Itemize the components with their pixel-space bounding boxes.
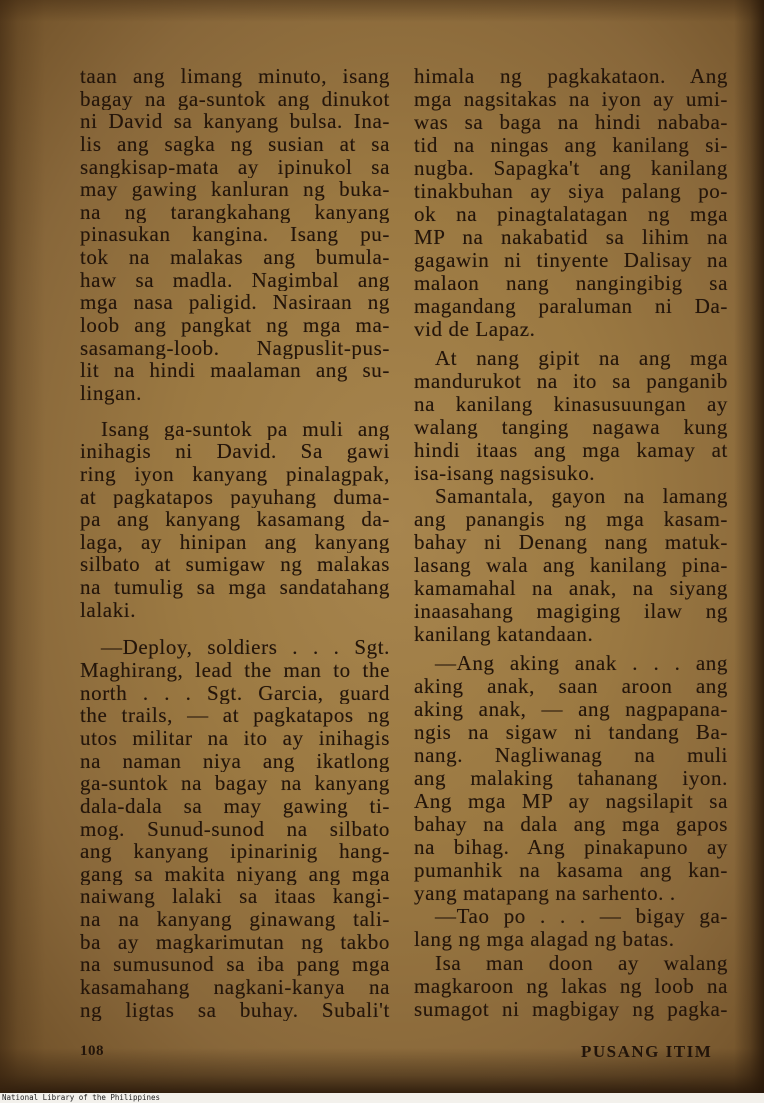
paragraph <box>414 905 728 951</box>
text-line: ang panangis ng mga kasam- <box>414 508 728 531</box>
text-line: na na kanyang ginawang tali- <box>80 908 390 931</box>
right-column <box>414 65 728 1021</box>
text-line: inihagis ni David. Sa gawi <box>80 440 390 463</box>
text-line: haw sa madla. Nagimbal ang <box>80 268 390 292</box>
text-line: ga-suntok na bagay na kanyang <box>80 772 390 795</box>
text-line: ni David sa kanyang bulsa. Ina- <box>80 110 390 133</box>
text-line: na bihag. Ang pinakapuno ay <box>414 836 728 859</box>
text-line: bahay na dala ang mga gapos <box>414 813 728 836</box>
text-line: magkaroon ng lakas ng loob na <box>414 975 728 998</box>
text-line: may gawing kanluran ng buka- <box>80 178 390 201</box>
text-line: taan ang limang minuto, isang <box>80 65 390 88</box>
text-line: lasang wala ang kanilang pina- <box>414 554 728 577</box>
text-line: mga nasa paligid. Nasiraan ng <box>80 291 390 315</box>
text-line: gang sa makita niyang ang mga <box>80 862 390 886</box>
text-line: naiwang lalaki sa itaas kangi- <box>80 885 390 909</box>
text-line: tok na malakas ang bumula- <box>80 246 390 269</box>
paragraph <box>80 636 390 1021</box>
text-line: —Deploy, soldiers . . . Sgt. <box>101 636 390 660</box>
text-line: the trails, — at pagkatapos ng <box>80 704 390 727</box>
running-title: PUSANG ITIM <box>581 1042 713 1061</box>
text-line: nang. Nagliwanag na muli <box>414 744 728 767</box>
text-line: na sumusunod sa iba pang mga <box>80 953 390 976</box>
text-line: bahay ni Denang nang matuk- <box>414 531 728 554</box>
text-line: pumanhik na kasama ang kan- <box>414 859 728 882</box>
text-line: mandurukot na ito sa panganib <box>414 370 728 393</box>
text-line: walang tanging nagawa kung <box>414 416 728 439</box>
paragraph <box>80 65 390 405</box>
text-line: ang kanyang ipinarinig hang- <box>80 840 390 863</box>
text-line: —Tao po . . . — bigay ga- <box>435 905 728 928</box>
text-line: ba ay magkarimutan ng takbo <box>80 930 390 954</box>
library-watermark: National Library of the Philippines <box>2 1093 161 1102</box>
paragraph <box>414 652 728 905</box>
text-line: aking anak, — ang nagpapana- <box>414 698 728 721</box>
text-line: lang ng mga alagad ng batas. <box>414 928 675 951</box>
text-line: Maghirang, lead the man to the <box>80 659 390 682</box>
text-line: dala-dala sa may gawing ti- <box>80 794 390 818</box>
text-line: sumagot ni magbigay ng pagka- <box>414 998 728 1021</box>
text-line: silbato at sumigaw ng malakas <box>80 553 390 577</box>
text-line: laga, ay hinipan ang kanyang <box>80 530 390 554</box>
paragraph <box>414 485 728 646</box>
text-line: tid na ningas ang kanilang si- <box>414 134 728 157</box>
paragraph <box>414 347 728 485</box>
text-line: bagay na ga-suntok ang dinukot <box>80 87 390 111</box>
text-line: —Ang aking anak . . . ang <box>435 652 728 675</box>
text-line: na ng tarangkahang kanyang <box>80 200 390 224</box>
text-line: sasamang-loob. Nagpuslit-pus- <box>80 336 390 360</box>
text-line: na naman niya ang ikatlong <box>80 749 390 773</box>
watermark-strip <box>0 1093 764 1103</box>
text-line: kanilang katandaan. <box>414 623 594 646</box>
text-line: aking anak, saan aroon ang <box>414 675 728 698</box>
text-line: utos militar na ito ay inihagis <box>80 726 390 750</box>
text-line: malaon nang nangingibig sa <box>414 272 728 295</box>
text-line: yang matapang na sarhento. . <box>414 882 676 905</box>
text-line: lit na hindi maalaman ang su- <box>80 359 390 382</box>
text-line: Isa man doon ay walang <box>435 952 728 975</box>
text-line: north . . . Sgt. Garcia, guard <box>80 681 390 705</box>
text-line: pinasukan kangina. Isang pu- <box>80 223 390 247</box>
text-line: na kanilang kinasusuungan ay <box>414 393 728 416</box>
text-line: loob ang pangkat ng mga ma- <box>80 314 390 337</box>
text-line: ngis na sigaw ni tandang Ba- <box>414 721 728 744</box>
text-line: ring iyon kanyang pinalagpak, <box>80 462 390 486</box>
text-line: lalaki. <box>80 598 137 622</box>
text-line: mga nagsitakas na iyon ay umi- <box>414 88 728 111</box>
paragraph <box>80 418 390 622</box>
text-line: lis ang sagka ng susian at sa <box>80 132 390 156</box>
text-line: sangkisap-mata ay ipinukol sa <box>80 155 390 179</box>
text-line: Samantala, gayon na lamang <box>435 485 728 508</box>
text-line: ok na pinagtalatagan ng mga <box>414 203 728 226</box>
text-line: at pagkatapos payuhang duma- <box>80 485 390 509</box>
text-line: tinakbuhan ay siya palang po- <box>414 180 728 203</box>
text-line: magandang paraluman ni Da- <box>414 295 728 318</box>
text-line: At nang gipit na ang mga <box>435 347 728 370</box>
text-line: himala ng pagkakataon. Ang <box>414 65 728 88</box>
text-line: ang malaking tahanang iyon. <box>414 767 728 790</box>
text-line: inaasahang magiging ilaw ng <box>414 600 728 623</box>
text-line: gagawin ni tinyente Dalisay na <box>414 249 728 272</box>
text-line: Isang ga-suntok pa muli ang <box>101 417 390 441</box>
text-line: kamamahal na anak, na siyang <box>414 577 728 600</box>
text-line: ng ligtas sa buhay. Subali't <box>80 998 390 1022</box>
text-line: hindi itaas ang mga kamay at <box>414 439 728 462</box>
text-line: kasamahang nagkani-kanya na <box>80 975 390 999</box>
text-line: was sa baga na hindi nababa- <box>414 111 728 134</box>
text-line: nugba. Sapagka't ang kanilang <box>414 157 728 180</box>
text-line: lingan. <box>80 381 142 405</box>
text-line: Ang mga MP ay nagsilapit sa <box>414 790 728 813</box>
text-line: na tumulig sa mga sandatahang <box>80 576 390 599</box>
text-line: mog. Sunud-sunod na silbato <box>80 817 390 841</box>
page-number: 108 <box>80 1043 104 1059</box>
text-line: isa-isang nagsisuko. <box>414 462 596 485</box>
text-line: pa ang kanyang kasamang da- <box>80 508 390 531</box>
text-line: vid de Lapaz. <box>414 318 536 341</box>
text-line: MP na nakabatid sa lihim na <box>414 226 728 249</box>
paragraph <box>414 952 728 1021</box>
left-column <box>80 65 390 1021</box>
paragraph <box>414 65 728 341</box>
